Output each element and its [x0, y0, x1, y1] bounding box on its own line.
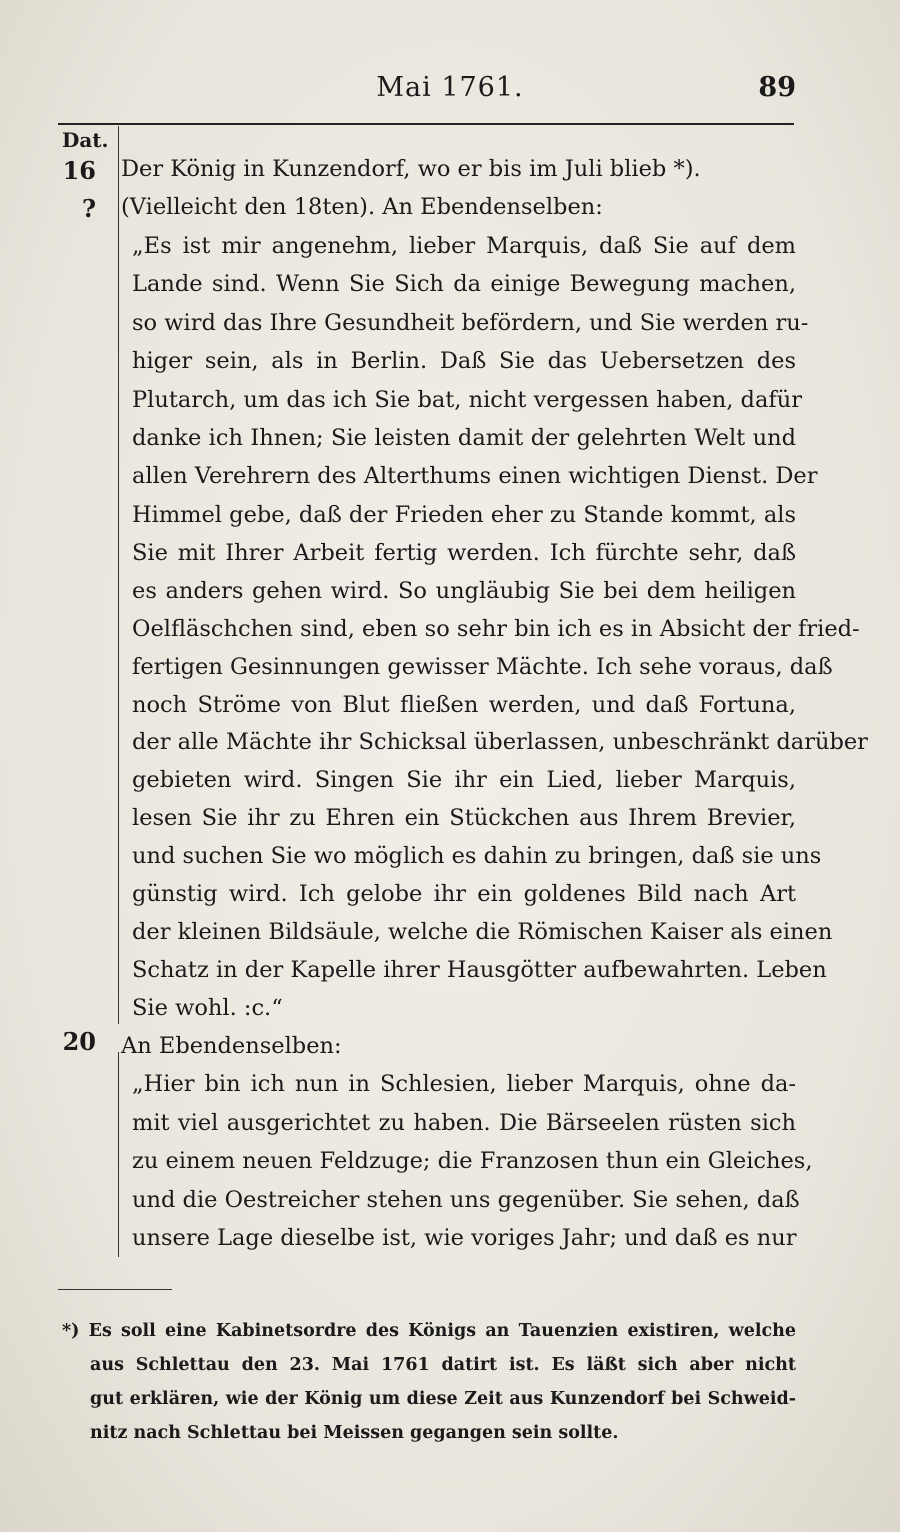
running-head: Mai 1761.	[376, 72, 524, 103]
text-line: lesen Sie ihr zu Ehren ein Stückchen aus Ihrem Brevier,	[132, 805, 796, 831]
text-line: Der König in Kunzendorf, wo er bis im Juli blieb *).	[121, 156, 701, 182]
date-column-divider	[118, 1052, 119, 1257]
text-line: mit viel ausgerichtet zu haben. Die Bärseelen rüsten sich	[132, 1110, 796, 1136]
text-line: danke ich Ihnen; Sie leisten damit der gelehrten Welt und	[132, 425, 796, 451]
footnote-line: gut erklären, wie der König um diese Zeit aus Kunzendorf bei Schweid-	[90, 1389, 796, 1409]
text-line: unsere Lage dieselbe ist, wie voriges Jahr; und daß es nur	[132, 1225, 797, 1251]
text-line: Schatz in der Kapelle ihrer Hausgötter aufbewahrten. Leben	[132, 957, 827, 983]
text-line: noch Ströme von Blut fließen werden, und daß Fortuna,	[132, 692, 796, 718]
entry-date: ?	[81, 194, 96, 223]
text-line: so wird das Ihre Gesundheit befördern, und Sie werden ru-	[132, 310, 809, 336]
text-line: der kleinen Bildsäule, welche die Römischen Kaiser als einen	[132, 919, 833, 945]
date-column-header: Dat.	[62, 128, 109, 152]
text-line: es anders gehen wird. So ungläubig Sie bei dem heiligen	[132, 578, 796, 604]
text-line: Sie mit Ihrer Arbeit fertig werden. Ich fürchte sehr, daß	[132, 540, 796, 566]
text-line: Lande sind. Wenn Sie Sich da einige Bewegung machen,	[132, 271, 796, 297]
text-line: und die Oestreicher stehen uns gegenüber. Sie sehen, daß	[132, 1187, 800, 1213]
footnote-line: *) Es soll eine Kabinetsordre des Königs an Tauenzien existiren, welche	[62, 1321, 796, 1341]
text-line: Oelfläschchen sind, eben so sehr bin ich es in Absicht der fried-	[132, 616, 860, 642]
text-line: fertigen Gesinnungen gewisser Mächte. Ich sehe voraus, daß	[132, 654, 833, 680]
header-rule	[58, 123, 794, 125]
footnote-line: aus Schlettau den 23. Mai 1761 datirt ist. Es läßt sich aber nicht	[90, 1355, 796, 1375]
text-line: „Es ist mir angenehm, lieber Marquis, daß Sie auf dem	[132, 233, 796, 259]
text-line: Sie wohl. :c.“	[132, 995, 283, 1021]
text-line: An Ebendenselben:	[121, 1033, 342, 1059]
text-line: der alle Mächte ihr Schicksal überlassen, unbeschränkt darüber	[132, 729, 868, 755]
text-line: zu einem neuen Feldzuge; die Franzosen thun ein Gleiches,	[132, 1148, 813, 1174]
text-line: und suchen Sie wo möglich es dahin zu bringen, daß sie uns	[132, 843, 822, 869]
entry-date: 20	[62, 1027, 96, 1056]
footnote-rule	[58, 1289, 172, 1290]
text-line: (Vielleicht den 18ten). An Ebendenselben:	[121, 194, 603, 220]
text-line: higer sein, als in Berlin. Daß Sie das Uebersetzen des	[132, 348, 796, 374]
text-line: gebieten wird. Singen Sie ihr ein Lied, lieber Marquis,	[132, 767, 796, 793]
text-line: Himmel gebe, daß der Frieden eher zu Stande kommt, als	[132, 502, 796, 528]
entry-date: 16	[62, 156, 96, 185]
text-line: Plutarch, um das ich Sie bat, nicht vergessen haben, dafür	[132, 387, 802, 413]
text-line: allen Verehrern des Alterthums einen wichtigen Dienst. Der	[132, 463, 818, 489]
footnote-line: nitz nach Schlettau bei Meissen gegangen sein sollte.	[90, 1423, 619, 1443]
text-line: günstig wird. Ich gelobe ihr ein goldenes Bild nach Art	[132, 881, 796, 907]
date-column-divider	[118, 126, 119, 1024]
page-number: 89	[758, 72, 796, 103]
text-line: „Hier bin ich nun in Schlesien, lieber Marquis, ohne da-	[132, 1071, 796, 1097]
